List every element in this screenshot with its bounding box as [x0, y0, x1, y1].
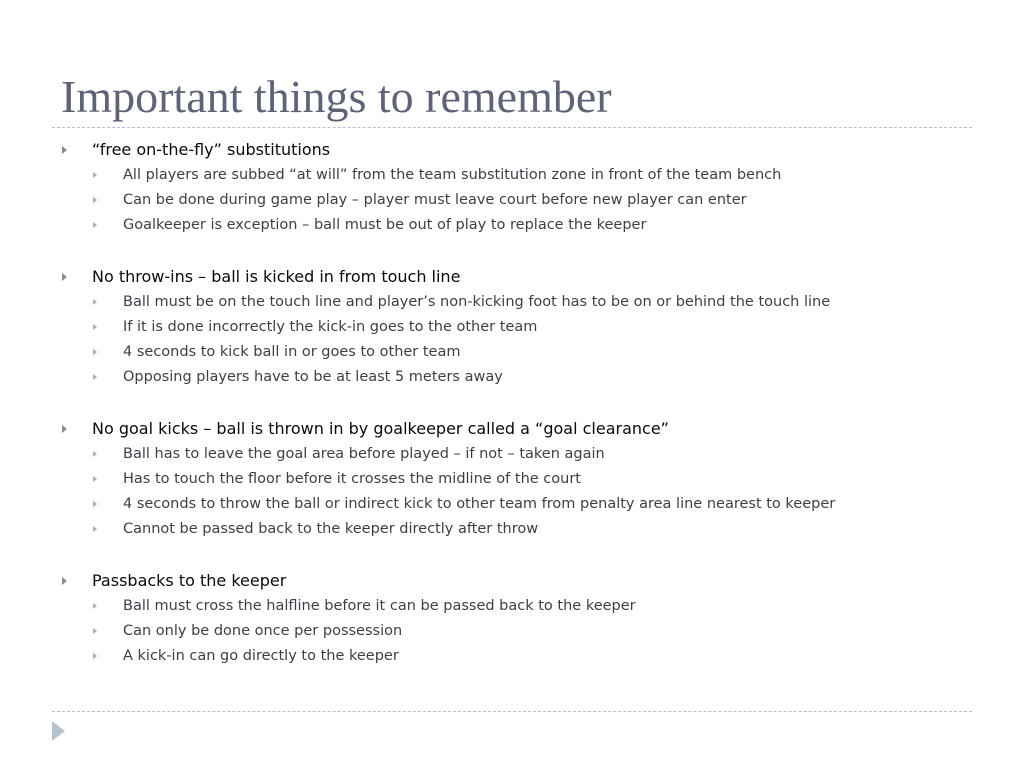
list-item: 4 seconds to kick ball in or goes to other team	[123, 344, 461, 360]
section-heading: No goal kicks – ball is thrown in by goalkeeper called a “goal clearance”	[92, 419, 669, 438]
bullet-icon	[62, 146, 67, 154]
bullet-icon	[93, 299, 97, 305]
bullet-icon	[93, 374, 97, 380]
bullet-icon	[93, 222, 97, 228]
list-item: A kick-in can go directly to the keeper	[123, 648, 399, 664]
bullet-icon	[93, 172, 97, 178]
title-divider	[52, 127, 972, 128]
list-item: Goalkeeper is exception – ball must be out of play to replace the keeper	[123, 217, 647, 233]
bullet-icon	[93, 501, 97, 507]
bullet-icon	[93, 628, 97, 634]
bullet-icon	[93, 603, 97, 609]
section-heading: Passbacks to the keeper	[92, 571, 287, 590]
bullet-icon	[62, 273, 67, 281]
section-heading: “free on-the-fly” substitutions	[92, 140, 331, 159]
bullet-icon	[93, 476, 97, 482]
list-item: Ball has to leave the goal area before played – if not – taken again	[123, 446, 605, 462]
bullet-icon	[93, 197, 97, 203]
list-item: 4 seconds to throw the ball or indirect kick to other team from penalty area line nearest to keeper	[123, 496, 836, 512]
list-item: Ball must cross the halfline before it can be passed back to the keeper	[123, 598, 636, 614]
bullet-icon	[62, 425, 67, 433]
list-item: Has to touch the floor before it crosses the midline of the court	[123, 471, 581, 487]
bullet-icon	[93, 653, 97, 659]
list-item: Ball must be on the touch line and player’s non-kicking foot has to be on or behind the touch line	[123, 294, 831, 310]
list-item: Can be done during game play – player must leave court before new player can enter	[123, 192, 747, 208]
list-item: If it is done incorrectly the kick-in goes to the other team	[123, 319, 538, 335]
list-item: All players are subbed “at will” from the team substitution zone in front of the team bench	[123, 167, 782, 183]
section-heading: No throw-ins – ball is kicked in from touch line	[92, 267, 461, 286]
next-slide-arrow-icon[interactable]	[52, 721, 65, 741]
slide-title: Important things to remember	[61, 71, 612, 122]
bullet-icon	[62, 577, 67, 585]
footer-divider	[52, 711, 972, 712]
bullet-icon	[93, 526, 97, 532]
list-item: Can only be done once per possession	[123, 623, 403, 639]
bullet-icon	[93, 324, 97, 330]
bullet-icon	[93, 349, 97, 355]
list-item: Opposing players have to be at least 5 meters away	[123, 369, 503, 385]
list-item: Cannot be passed back to the keeper directly after throw	[123, 521, 539, 537]
bullet-icon	[93, 451, 97, 457]
